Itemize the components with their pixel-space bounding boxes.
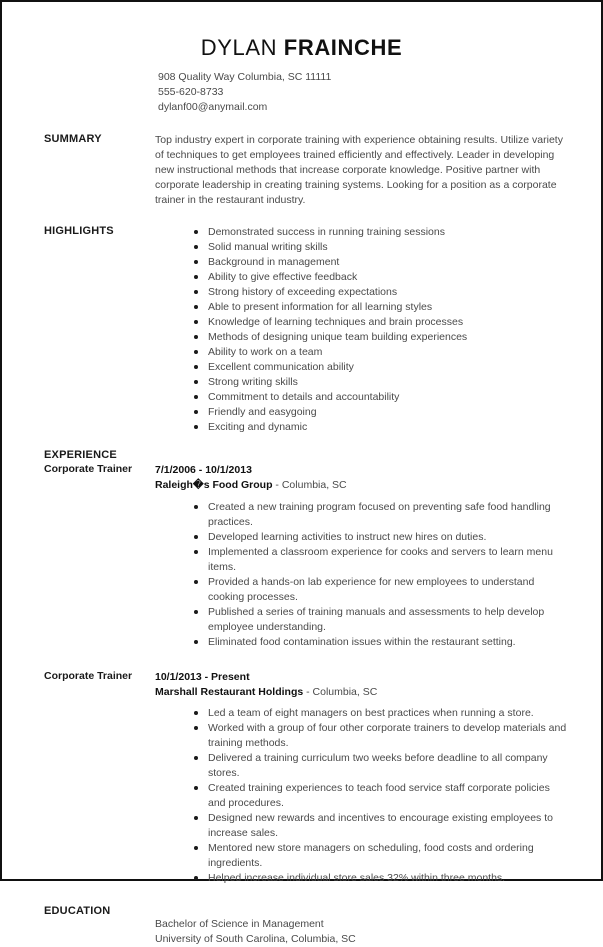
candidate-last-name: FRAINCHE <box>283 35 403 60</box>
job-location: - Columbia, SC <box>303 685 378 698</box>
highlights-section-body <box>122 225 601 435</box>
experience-section-label: EXPERIENCE <box>44 448 117 461</box>
highlight-item: Commitment to details and accountability <box>185 390 567 405</box>
job-title: Corporate Trainer <box>44 669 133 682</box>
job-bullet: Provided a hands-on lab experience for new employees to understand cooking processes. <box>185 575 567 605</box>
experience-jobs <box>2 463 601 886</box>
highlight-item: Demonstrated success in running training sessions <box>185 225 567 240</box>
job-bullet: Led a team of eight managers on best practices when running a store. <box>185 706 567 721</box>
job-company-line <box>155 685 567 700</box>
job-bullet: Eliminated food contamination issues within the restaurant setting. <box>185 635 567 650</box>
job-bullet: Mentored new store managers on scheduling, food costs and ordering ingredients. <box>185 841 567 871</box>
job-dates: 10/1/2013 - Present <box>155 670 250 683</box>
job-bullet: Created training experiences to teach food service staff corporate policies and procedures. <box>185 781 567 811</box>
highlight-item: Ability to work on a team <box>185 345 567 360</box>
job-bullet: Created a new training program focused on preventing safe food handling practices. <box>185 500 567 530</box>
highlight-item: Knowledge of learning techniques and brain processes <box>185 315 567 330</box>
job-bullet: Published a series of training manuals and assessments to help develop employee understanding. <box>185 605 567 635</box>
job-bullet: Worked with a group of four other corporate trainers to develop materials and training methods. <box>185 721 567 751</box>
job-dates: 7/1/2006 - 10/1/2013 <box>155 464 252 477</box>
job-details <box>122 463 601 649</box>
job-bullet: Implemented a classroom experience for cooks and servers to learn menu items. <box>185 545 567 575</box>
job-bullet: Helped increase individual store sales 32% within three months. <box>185 871 567 886</box>
job-bullet-list <box>155 500 567 650</box>
education-lines <box>155 917 567 947</box>
education-section <box>2 905 601 947</box>
highlight-item: Strong history of exceeding expectations <box>185 285 567 300</box>
highlight-item: Friendly and easygoing <box>185 405 567 420</box>
highlight-item: Exciting and dynamic <box>185 420 567 435</box>
resume-header <box>2 2 601 115</box>
education-line: University of South Carolina, Columbia, SC <box>155 933 356 946</box>
job-bullet: Developed learning activities to instruct new hires on duties. <box>185 530 567 545</box>
highlights-section-label: HIGHLIGHTS <box>44 224 114 237</box>
highlight-item: Background in management <box>185 255 567 270</box>
summary-section-label: SUMMARY <box>44 132 102 145</box>
education-section-body <box>122 905 601 947</box>
candidate-name <box>2 36 601 60</box>
highlight-item: Able to present information for all learning styles <box>185 300 567 315</box>
job-company-line <box>155 478 567 493</box>
summary-section-body <box>122 133 601 208</box>
highlight-item: Strong writing skills <box>185 375 567 390</box>
highlights-list <box>155 225 567 435</box>
contact-phone: 555-620-8733 <box>158 86 224 99</box>
summary-section <box>2 133 601 208</box>
job-location: - Columbia, SC <box>272 479 347 492</box>
contact-block <box>2 70 601 115</box>
highlight-item: Excellent communication ability <box>185 360 567 375</box>
highlight-item: Solid manual writing skills <box>185 240 567 255</box>
candidate-first-name: DYLAN <box>200 35 278 60</box>
contact-email: dylanf00@anymail.com <box>158 101 268 113</box>
experience-section <box>2 449 601 886</box>
job-bullet-list <box>155 706 567 886</box>
job-company-name: Raleigh�s Food Group <box>155 479 273 492</box>
job-details <box>122 670 601 886</box>
contact-address: 908 Quality Way Columbia, SC 11111 <box>158 71 332 84</box>
education-line: Bachelor of Science in Management <box>155 917 324 930</box>
job-bullet: Designed new rewards and incentives to encourage existing employees to increase sales. <box>185 811 567 841</box>
job-title: Corporate Trainer <box>44 463 133 476</box>
experience-job <box>2 463 601 649</box>
highlight-item: Ability to give effective feedback <box>185 270 567 285</box>
education-section-label: EDUCATION <box>44 904 111 917</box>
resume-sheet <box>2 2 601 946</box>
experience-job <box>2 670 601 886</box>
summary-text: Top industry expert in corporate training with experience obtaining results. Utilize variety of techniques to get employees trained efficiently and effectively. Leader in developing new instructional methods that increase corporate knowledge. Positive partner with corporate leadership in creating training systems. Looking for a position as a corporate trainer in the restaurant industry. <box>155 133 563 206</box>
job-bullet: Delivered a training curriculum two weeks before deadline to all company stores. <box>185 751 567 781</box>
job-company-name: Marshall Restaurant Holdings <box>155 685 304 698</box>
highlight-item: Methods of designing unique team building experiences <box>185 330 567 345</box>
highlights-section <box>2 225 601 435</box>
